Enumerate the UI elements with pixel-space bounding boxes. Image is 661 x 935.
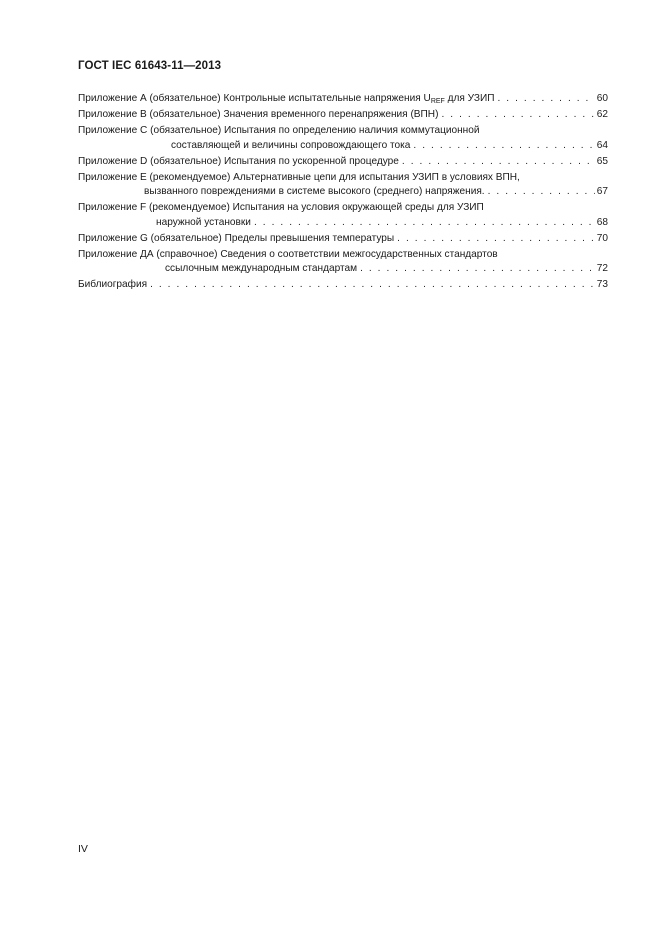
dot-leader xyxy=(360,262,595,277)
toc-entry-title: Библиография xyxy=(78,279,148,290)
page-number: IV xyxy=(78,843,88,855)
toc-entry-title-tail: для УЗИП xyxy=(444,93,495,104)
dot-leader xyxy=(497,92,594,107)
toc-entry-subscript: REF xyxy=(430,98,445,105)
toc-entry-title: Приложение ДА (справочное) Сведения о соответствии межгосударственных стандартов xyxy=(78,248,498,260)
toc-entry-title: Приложение В (обязательное) Значения временного перенапряжения (ВПН) xyxy=(78,109,439,120)
dot-leader xyxy=(397,232,595,247)
toc-entry-title: Приложение F (рекомендуемое) Испытания на условия окружающей среды для УЗИП xyxy=(78,202,484,213)
toc-entry-title: Приложение G (обязательное) Пределы превышения температуры xyxy=(78,232,395,244)
dot-leader xyxy=(488,185,595,200)
toc-entry-title: Приложение С (обязательное) Испытания по определению наличия коммутационной xyxy=(78,125,480,136)
toc-entry-title: Приложение Е (рекомендуемое) Альтернативные цепи для испытания УЗИП в условиях ВПН, xyxy=(78,171,520,183)
toc-page-number: 62 xyxy=(596,109,608,120)
toc-entry-title-continued: ссылочным международным стандартам xyxy=(165,263,358,274)
toc-page-number: 64 xyxy=(596,139,608,151)
toc-page-number: 72 xyxy=(596,263,608,274)
table-of-contents xyxy=(78,92,608,294)
dot-leader xyxy=(441,108,594,123)
toc-page-number: 70 xyxy=(596,232,608,244)
toc-page-number: 60 xyxy=(596,93,608,104)
toc-entry-annex-a[interactable] xyxy=(78,92,608,107)
dot-leader xyxy=(413,139,594,154)
document-header: ГОСТ IEC 61643-11—2013 xyxy=(78,60,222,72)
toc-entry-title: Приложение D (обязательное) Испытания по ускоренной процедуре xyxy=(78,155,399,167)
dot-leader xyxy=(254,216,595,231)
toc-page-number: 68 xyxy=(596,216,608,228)
toc-page-number: 73 xyxy=(596,279,608,290)
dot-leader xyxy=(150,278,595,293)
toc-entry-title-continued: наружной установки xyxy=(156,216,251,228)
toc-entry-annex-d[interactable] xyxy=(78,155,608,170)
toc-entry-title-continued: вызванного повреждениями в системе высокого (среднего) напряжения. xyxy=(144,186,485,197)
toc-entry-annex-g[interactable] xyxy=(78,232,608,247)
toc-entry-bibliography[interactable] xyxy=(78,278,608,293)
toc-page-number: 65 xyxy=(596,155,608,167)
toc-page-number: 67 xyxy=(596,186,608,197)
toc-entry-annex-c[interactable] xyxy=(78,124,608,153)
toc-entry-title: Приложение А (обязательное) Контрольные испытательные напряжения U xyxy=(78,93,431,104)
toc-entry-annex-f[interactable] xyxy=(78,201,608,230)
toc-entry-title-continued: составляющей и величины сопровождающего тока xyxy=(171,139,411,151)
toc-entry-annex-e[interactable] xyxy=(78,171,608,200)
toc-entry-annex-b[interactable] xyxy=(78,108,608,123)
dot-leader xyxy=(402,155,595,170)
toc-entry-annex-da[interactable] xyxy=(78,248,608,277)
